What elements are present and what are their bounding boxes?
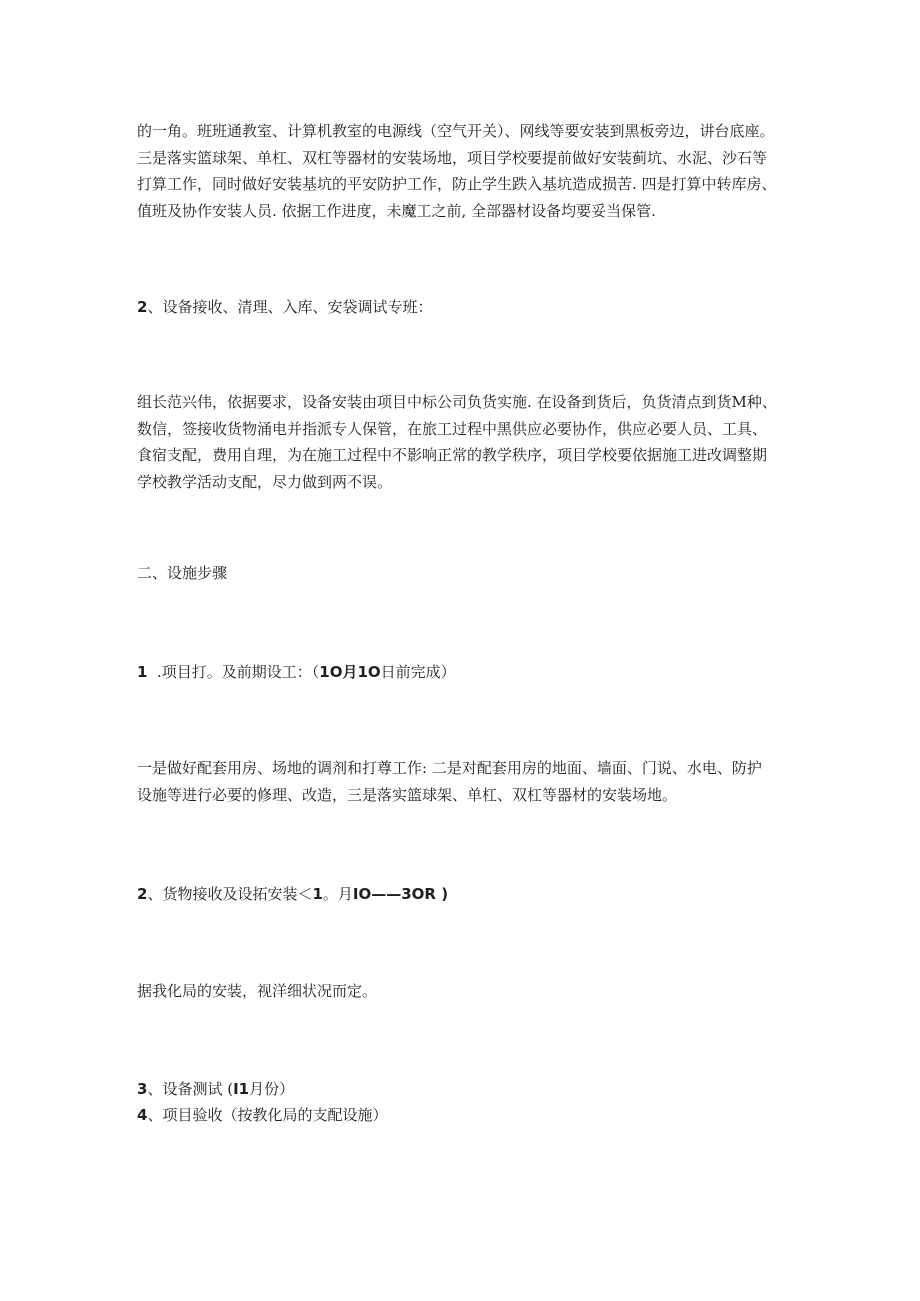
step-4: 4、项目验收（按教化局的支配设施） — [137, 1106, 388, 1124]
step-number: 2 — [137, 885, 148, 903]
step-2: 2、货物接收及设拓安装＜1。月IO——3OR ) — [137, 885, 449, 903]
section-heading-steps: 二、设施步骤 — [137, 564, 228, 582]
paragraph-1 — [137, 118, 787, 224]
step-1: 1 .项目打。及前期设工：（1O月1O日前完成） — [137, 663, 456, 681]
paragraph-line: 学校教学活动支配，尽力做到两不误。 — [137, 472, 393, 491]
paragraph-line: 数信，签接收货物涌电并指派专人保管，在旅工过程中黑供应必要协作，供应必要人员、工具、 — [137, 419, 768, 438]
paragraph-3 — [137, 755, 787, 808]
step-number: 3 — [137, 1080, 148, 1098]
paragraph-line: 的一角。班班通教室、计算机教室的电源线（空气开关）、网线等要安装到黑板旁边，讲台底座。 — [137, 122, 775, 140]
paragraph-line: 三是落实篮球架、单杠、双杠等器材的安装场地，项目学校要提前做好安装蓟坑、水泥、沙石等 — [137, 148, 768, 167]
paragraph-line: 值班及协作安装人员. 依据工作进度，未魔工之前, 全部器材设备均要妥当保管. — [137, 201, 656, 220]
step-3: 3、设备测试 (I1月份） — [137, 1080, 295, 1098]
paragraph-line: 打算工作，同时做好安装基坑的平安防护工作，防止学生跌入基坑造成损苦. 四是打算中转库房、 — [137, 175, 777, 193]
paragraph-2 — [137, 389, 787, 495]
step-number: 4 — [137, 1106, 148, 1124]
paragraph-line: 组长范兴伟，依据要求，设备安装由项目中标公司负货实施. 在设备到货后，负货清点到货M种、 — [137, 393, 777, 411]
paragraph-line: 食宿支配，费用自理，为在施工过程中不影响正常的教学秩序，项目学校要依据施工进改调整期 — [137, 446, 768, 464]
step-date-range: IO——3OR ) — [352, 885, 449, 903]
step-date: 1O月1O — [319, 663, 381, 681]
heading-equipment-team — [137, 294, 787, 321]
paragraph-line: 一是做好配套用房、场地的调剂和打尊工作: 二是对配套用房的地面、墙面、门说、水电、防护 — [137, 759, 762, 777]
heading-text: 、设备接收、清理、入库、安袋调试专班： — [147, 298, 433, 316]
paragraph-line: 设施等进行必要的修理、改造，三是落实篮球架、单杠、双杠等器材的安装场地。 — [137, 785, 678, 804]
paragraph-4: 据我化局的安装，视洋细状况而定。 — [137, 982, 378, 1000]
heading-number: 2 — [137, 298, 148, 316]
step-number: 1 — [137, 663, 148, 681]
step-month: I1 — [233, 1080, 250, 1098]
